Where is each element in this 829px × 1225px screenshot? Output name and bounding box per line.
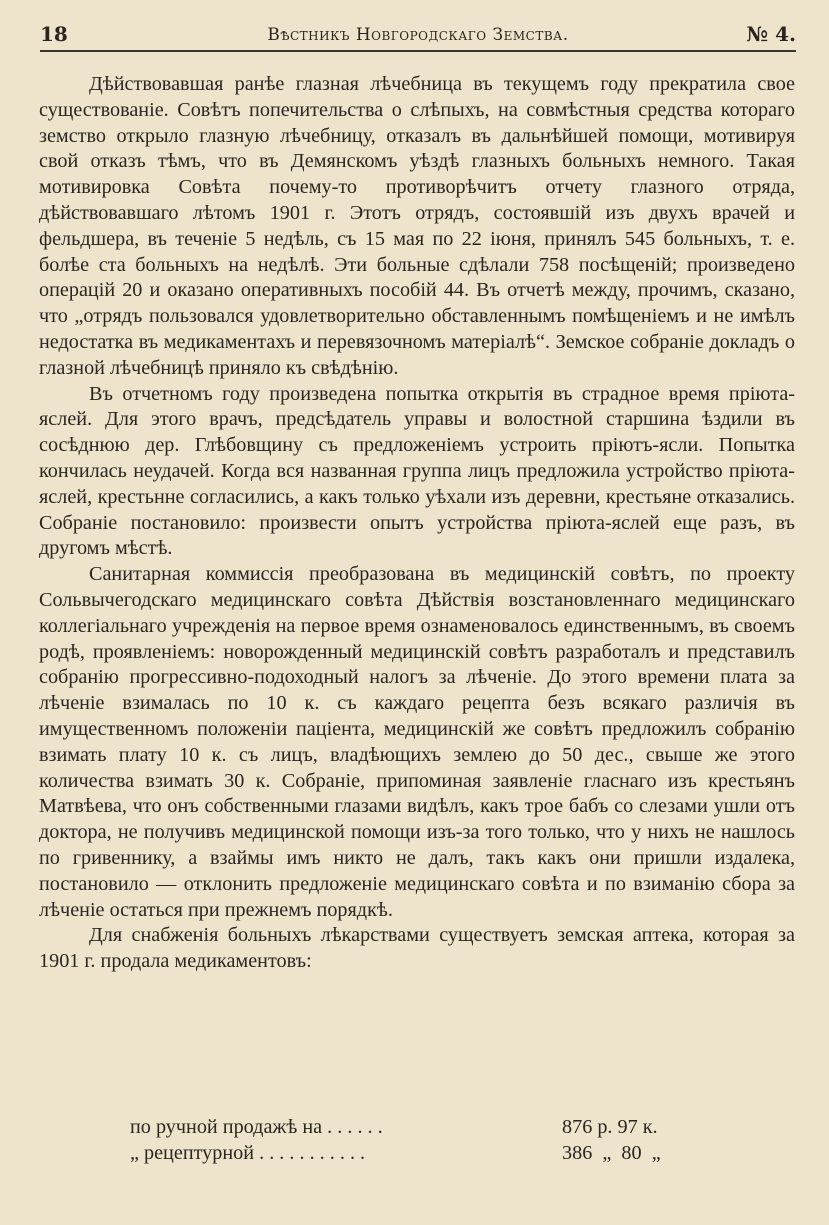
sales-amount: 876 р. 97 к.	[562, 1116, 658, 1138]
journal-title: Вѣстникъ Новгородскаго Земства.	[267, 25, 569, 45]
paragraph-nursery: Въ отчетномъ году произведена попытка открытія въ страдное время пріюта-яслей. Для этого врачъ, предсѣдатель управы и волостной старшина ѣздили въ сосѣднюю дер. Глѣбовщину съ предложеніемъ устроить пріютъ-ясли. Попытка кончилась неудачей. Когда вся названная группа лицъ предложила устройство пріюта-яслей, крестьнне согласились, а какъ только уѣхали изъ деревни, крестьяне отказались. Собраніе постановило: произвести опытъ устройства пріюта-яслей еще разъ, въ другомъ мѣстѣ.	[39, 382, 795, 560]
paragraph-pharmacy: Для снабженія больныхъ лѣкарствами существуетъ земская аптека, которая за 1901 г. продала медикаментовъ:	[39, 924, 795, 973]
page-number: 18	[40, 22, 68, 46]
sales-label: „ рецептурной . . . . . . . . . . .	[130, 1142, 366, 1164]
running-header	[40, 20, 796, 52]
pharmacy-sales-list	[130, 1114, 750, 1166]
sales-label: по ручной продажѣ на . . . . . .	[130, 1116, 383, 1138]
sales-row-retail	[130, 1114, 750, 1140]
paragraph-eye-clinic: Дѣйствовавшая ранѣе глазная лѣчебница въ текущемъ году прекратила свое существованіе. Совѣтъ попечительства о слѣпыхъ, на совмѣстныя средства котораго земство открыло глазную лѣчебницу, отказалъ въ дальнѣйшей помощи, мотивируя свой отказъ тѣмъ, что въ Демянскомъ уѣздѣ глазныхъ больныхъ немного. Такая мотивировка Совѣта почему-то противорѣчитъ отчету глазного отряда, дѣйствовавшаго лѣтомъ 1901 г. Этотъ отрядъ, состоявшій изъ двухъ врачей и фельдшера, въ теченіе 5 недѣль, съ 15 мая по 22 іюня, принялъ 545 больныхъ, т. е. болѣе ста больныхъ на недѣлѣ. Эти больные сдѣлали 758 посѣщеній; произведено операцій 20 и оказано оперативныхъ пособій 44. Въ отчетѣ между, прочимъ, сказано, что „отрядъ пользовался удовлетворительно обставленнымъ помѣщеніемъ и не имѣлъ недостатка въ медикаментахъ и перевязочномъ матеріалѣ“. Земское собраніе докладъ о глазной лѣчебницѣ приняло къ свѣдѣнію.	[39, 73, 795, 379]
issue-number: № 4.	[746, 22, 796, 46]
paragraph-medical-council: Санитарная коммиссія преобразована въ медицинскій совѣтъ, по проекту Сольвычегодскаго медицинскаго совѣта Дѣйствія возстановленнаго медицинскаго коллегіальнаго учрежденія на первое время ознаменовалось единственнымъ, въ своемъ родѣ, проявленіемъ: новорожденный медицинскій совѣтъ разработалъ и представилъ собранію прогрессивно-подоходный налогъ за лѣченіе. До этого времени плата за лѣченіе взималась по 10 к. съ каждаго рецепта безъ всякаго различія въ имущественномъ положеніи паціента, медицинскій же совѣтъ предложилъ собранію взимать плату 10 к. съ лицъ, владѣющихъ землею до 50 дес., свыше же этого количества взимать 30 к. Собраніе, припоминая заявленіе гласнаго изъ крестьянъ Матвѣева, что онъ собственными глазами видѣлъ, какъ трое бабъ со слезами ушли отъ доктора, не получивъ медицинской помощи изъ-за того только, что у нихъ не нашлось по гривеннику, а взаймы имъ никто не далъ, такъ какъ они пришли издалека, постановило — отклонить предложеніе медицинскаго совѣта и по взиманію сбора за лѣченіе остаться при прежнемъ порядкѣ.	[39, 563, 795, 921]
article-body	[39, 72, 795, 975]
sales-row-prescription	[130, 1140, 750, 1166]
sales-amount: 386 „ 80 „	[562, 1142, 661, 1164]
